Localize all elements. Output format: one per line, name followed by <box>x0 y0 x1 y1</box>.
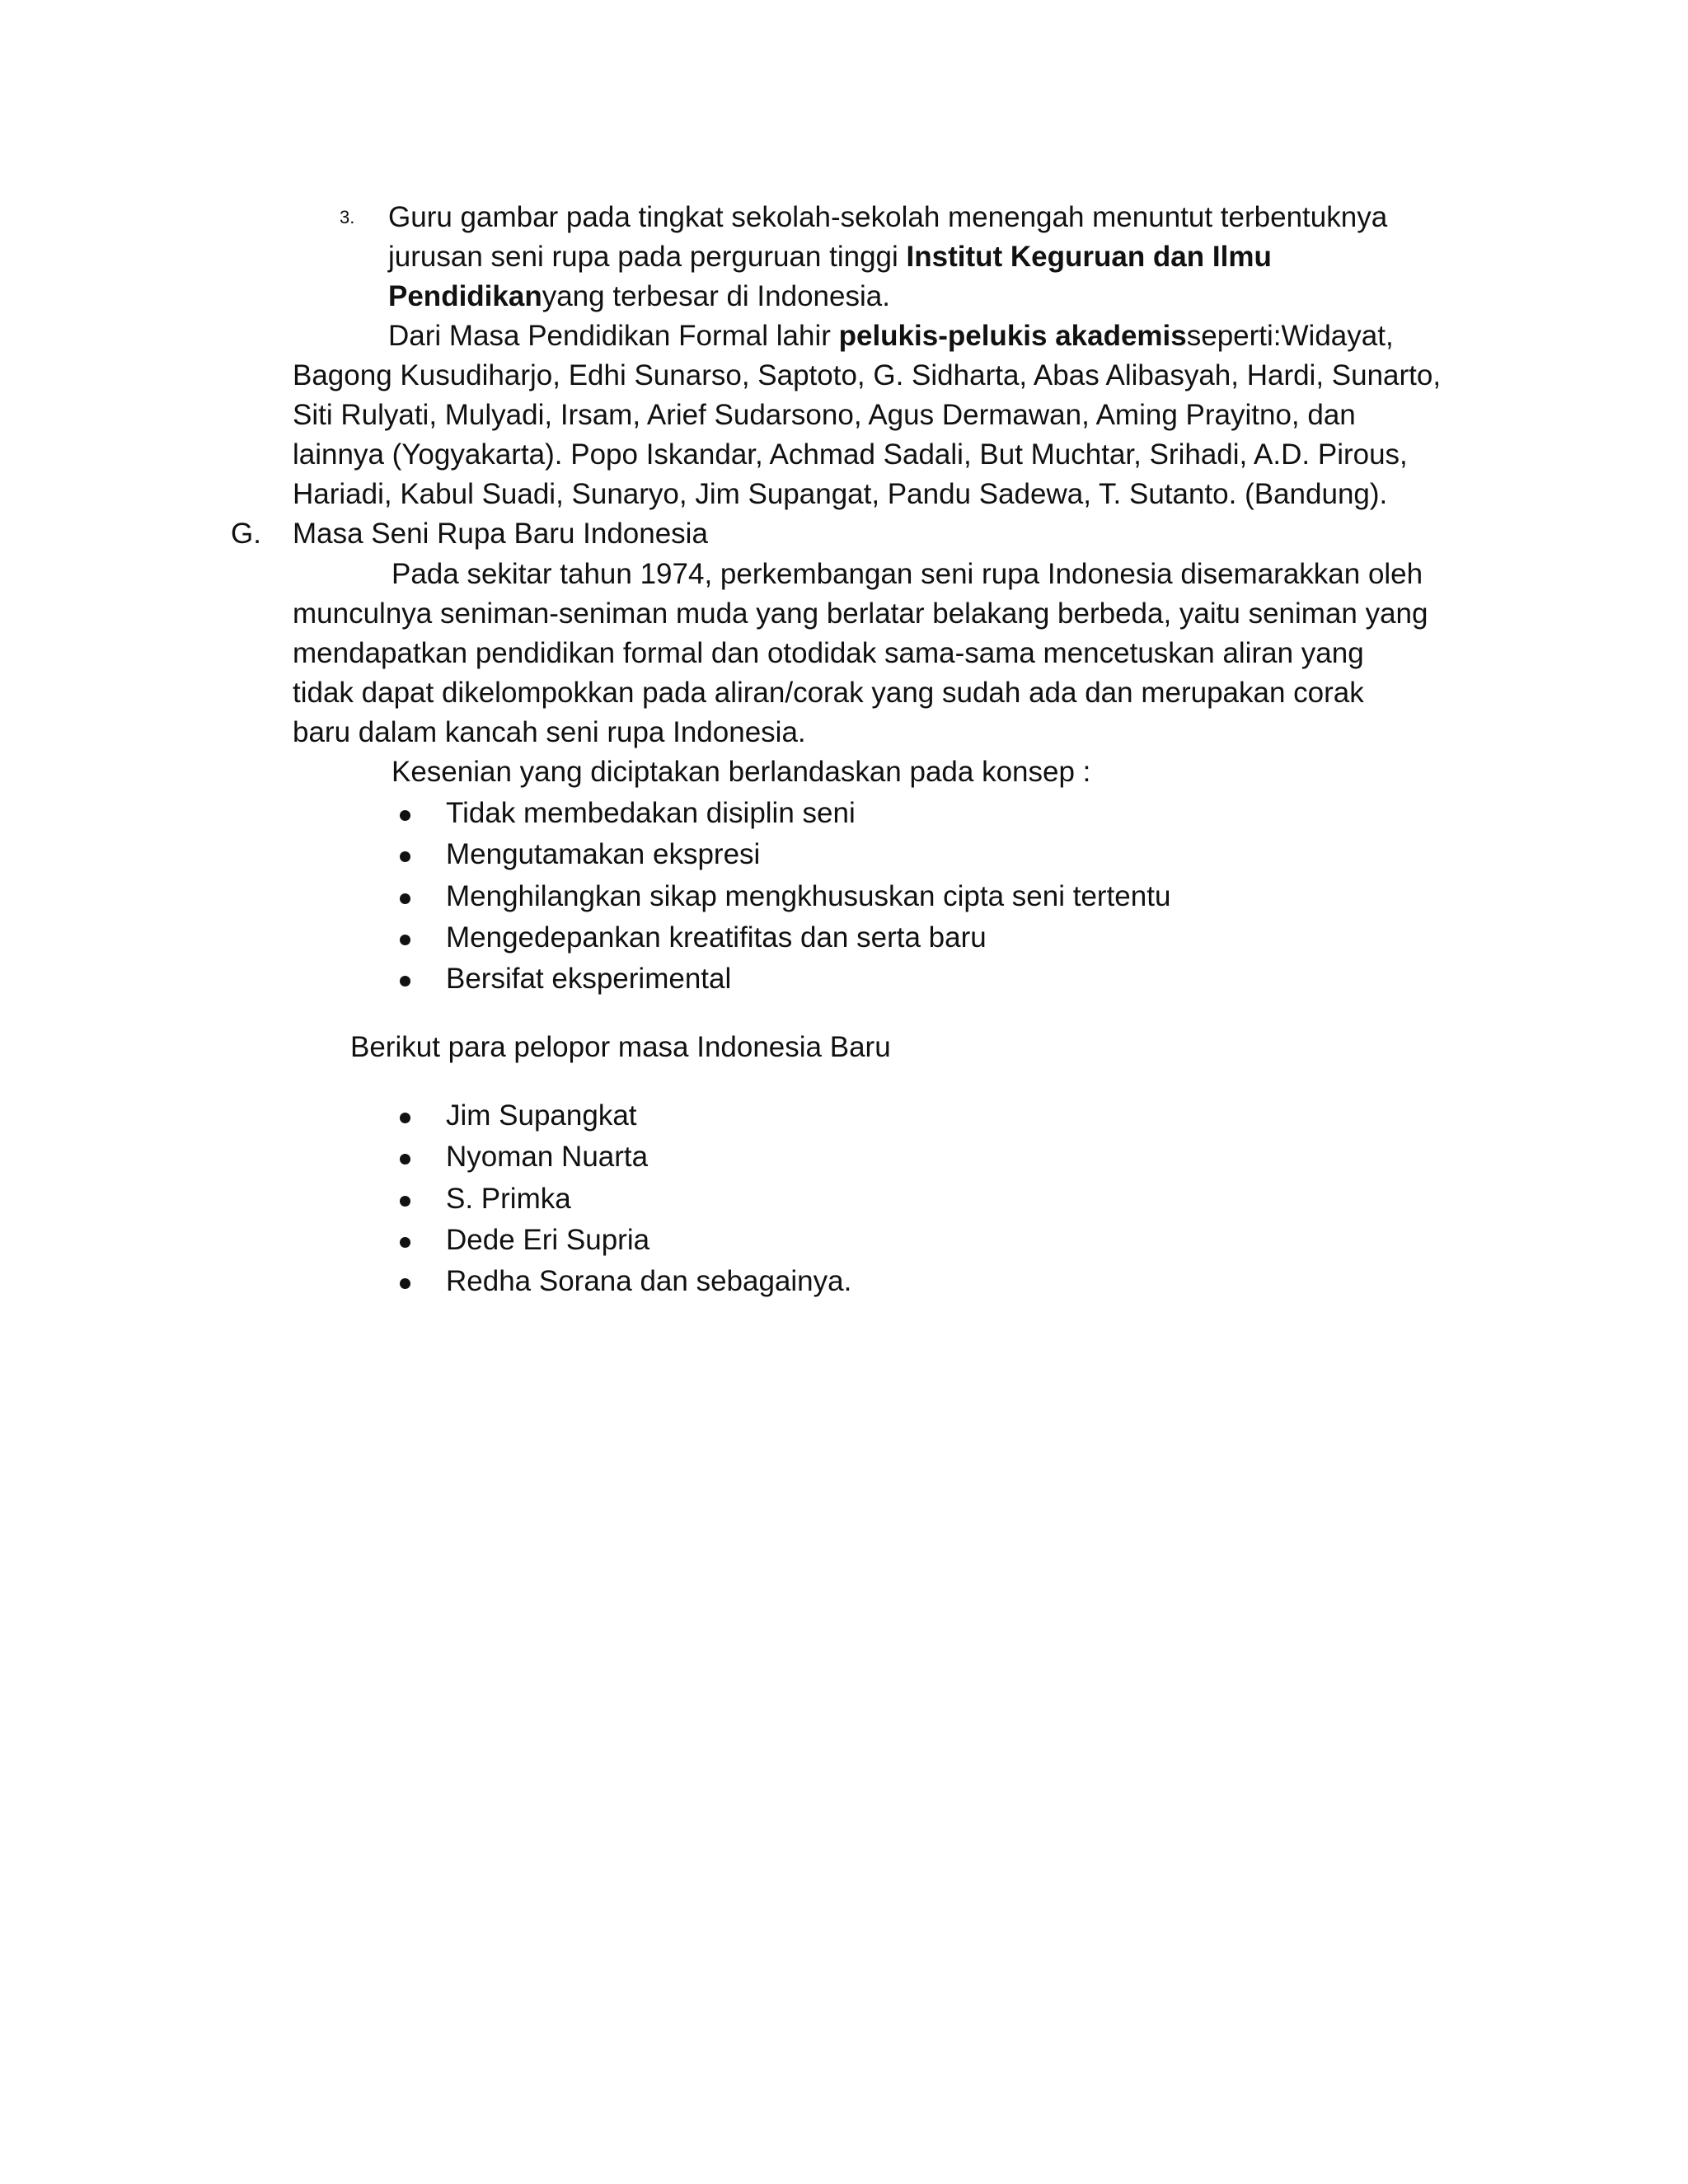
academics-line4: lainnya (Yogyakarta). Popo Iskandar, Achmad Sadali, But Muchtar, Srihadi, A.D. Pirous, <box>293 438 1408 471</box>
concept-item: Menghilangkan sikap mengkhususkan cipta seni tertentu <box>446 880 1171 912</box>
pioneer-item: Redha Sorana dan sebagainya. <box>446 1265 852 1297</box>
pioneer-item: Jim Supangkat <box>446 1099 637 1132</box>
concept-item: Mengutamakan ekspresi <box>446 838 761 870</box>
bullet-icon <box>400 1196 410 1207</box>
concept-item: Tidak membedakan disiplin seni <box>446 797 856 829</box>
para1974-line3: mendapatkan pendidikan formal dan otodidak sama-sama mencetuskan aliran yang <box>293 637 1364 669</box>
academics-line2: Bagong Kusudiharjo, Edhi Sunarso, Saptoto, G. Sidharta, Abas Alibasyah, Hardi, Sunarto, <box>293 359 1442 391</box>
para1974-line4: tidak dapat dikelompokkan pada aliran/corak yang sudah ada dan merupakan corak <box>293 677 1364 709</box>
academic-painters-term: pelukis-pelukis akademis <box>838 320 1187 352</box>
bullet-icon <box>400 810 410 821</box>
institution-name-part1: Institut Keguruan dan Ilmu <box>906 241 1272 273</box>
concept-item: Bersifat eksperimental <box>446 963 732 995</box>
section-letter: G. <box>231 518 261 550</box>
academics-line3: Siti Rulyati, Mulyadi, Irsam, Arief Sudarsono, Agus Dermawan, Aming Prayitno, dan <box>293 399 1356 431</box>
bullet-icon <box>400 851 410 862</box>
bullet-icon <box>400 976 410 987</box>
bullet-icon <box>400 935 410 945</box>
bullet-icon <box>400 893 410 904</box>
item3-line2 <box>388 237 1272 277</box>
para1974-line5: baru dalam kancah seni rupa Indonesia. <box>293 716 806 748</box>
academics-line1-pre: Dari Masa Pendidikan Formal lahir <box>388 320 839 352</box>
bullet-icon <box>400 1154 410 1165</box>
para1974-line2: munculnya seniman-seniman muda yang berlatar belakang berbeda, yaitu seniman yang <box>293 598 1428 630</box>
item3-line3 <box>388 277 890 316</box>
bullet-icon <box>400 1113 410 1123</box>
concept-item: Mengedepankan kreatifitas dan serta baru <box>446 921 987 954</box>
bullet-icon <box>400 1237 410 1248</box>
academics-line1 <box>388 316 1394 356</box>
section-title: Masa Seni Rupa Baru Indonesia <box>293 518 708 550</box>
list-number: 3. <box>340 207 355 227</box>
pioneer-item: Nyoman Nuarta <box>446 1141 649 1173</box>
para1974-line1: Pada sekitar tahun 1974, perkembangan seni rupa Indonesia disemarakkan oleh <box>392 558 1423 590</box>
academics-line5: Hariadi, Kabul Suadi, Sunaryo, Jim Supangat, Pandu Sadewa, T. Sutanto. (Bandung). <box>293 478 1388 510</box>
academics-line1-post: seperti:Widayat, <box>1186 320 1394 352</box>
item3-line1: Guru gambar pada tingkat sekolah-sekolah menengah menuntut terbentuknya <box>388 201 1388 233</box>
item3-line2-text: jurusan seni rupa pada perguruan tinggi <box>388 241 907 273</box>
pioneers-intro: Berikut para pelopor masa Indonesia Baru <box>350 1031 891 1063</box>
pioneer-item: S. Primka <box>446 1183 571 1215</box>
bullet-icon <box>400 1278 410 1289</box>
institution-name-part2: Pendidikan <box>388 280 542 312</box>
item3-line3-text: yang terbesar di Indonesia. <box>542 280 890 312</box>
pioneer-item: Dede Eri Supria <box>446 1224 650 1256</box>
concept-intro: Kesenian yang diciptakan berlandaskan pada konsep : <box>392 756 1091 788</box>
